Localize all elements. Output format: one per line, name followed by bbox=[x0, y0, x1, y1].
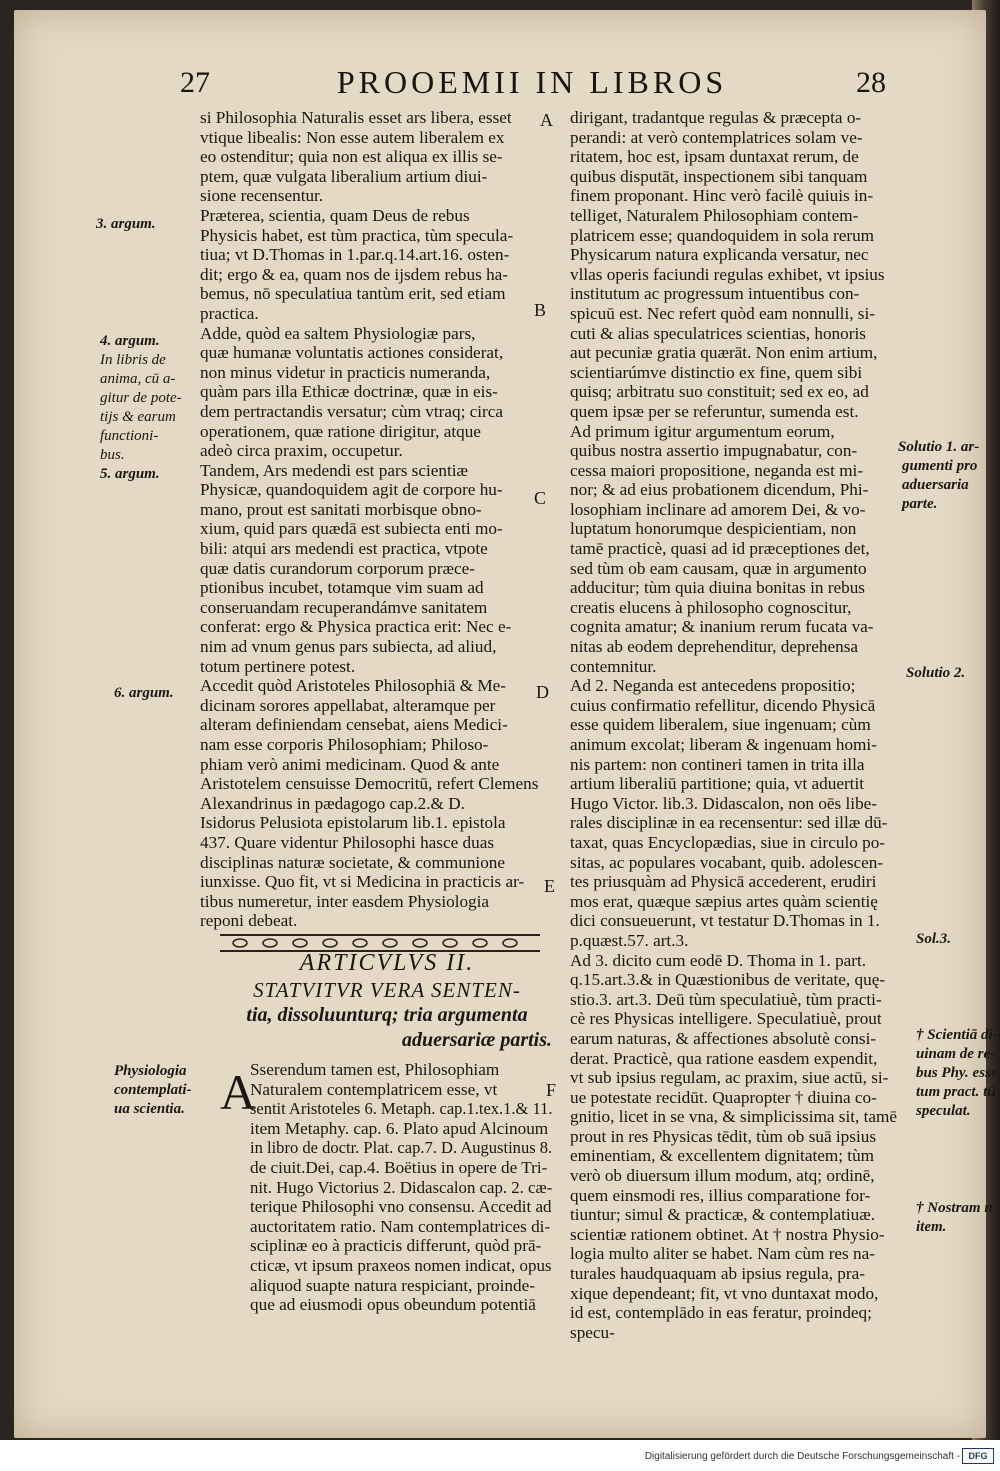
text-line: specu- bbox=[570, 1322, 615, 1342]
margin-note-physiologia-1: Physiologia bbox=[114, 1063, 187, 1079]
text-line: sitas, ac populares vocabant, quib. adolescen- bbox=[570, 852, 884, 872]
text-line: adeò circa praxim, occupetur. bbox=[200, 441, 403, 461]
left-column-top bbox=[200, 108, 552, 931]
margin-note-scientiam-2: uinam de re- bbox=[916, 1046, 996, 1062]
text-line: conferat: ergo & Physica practica erit: Nec e- bbox=[200, 617, 512, 637]
text-line: Naturalem contemplatricem esse, vt bbox=[250, 1079, 498, 1099]
margin-note-physiologia-2: contemplati- bbox=[114, 1082, 192, 1098]
text-line: practica. bbox=[200, 303, 259, 323]
text-line: finem proponant. Hinc verò facilè quiuis in- bbox=[570, 186, 874, 206]
text-line: tes priusquàm ad Physicā accederent, erudiri bbox=[570, 872, 877, 892]
text-line: spicuū est. Nec refert quòd eam nonnulli, si- bbox=[570, 303, 875, 323]
text-line: nor; & ad eius probationem dicendum, Phi- bbox=[570, 480, 869, 500]
text-line: que ad eiusmodi opus obeundum potentiā bbox=[250, 1295, 536, 1315]
text-line: aut pecuniæ gratia quærāt. Non enim artium, bbox=[570, 343, 878, 363]
text-line: dem pertractandis versatur; cùm vtraq; circa bbox=[200, 401, 504, 421]
margin-note-nostram-2: item. bbox=[916, 1219, 947, 1235]
text-line: dicinam sorores appellabat, alteramque per bbox=[200, 695, 496, 715]
article-title: ARTICVLVS II. bbox=[299, 950, 475, 976]
left-column-bottom bbox=[250, 1060, 552, 1315]
margin-note-3-argum: 3. argum. bbox=[96, 216, 156, 232]
text-line: Præterea, scientia, quam Deus de rebus bbox=[200, 205, 470, 225]
text-line: institutum ac progressum intuentibus con- bbox=[570, 284, 860, 304]
text-line: quisq; arbitratu suo constituit; sed ex eo, ad bbox=[570, 382, 869, 402]
page-number-right: 28 bbox=[856, 66, 886, 99]
margin-note-anima-5: functioni- bbox=[100, 428, 159, 444]
text-line: ritatem, hoc est, ipsam duntaxat rerum, de bbox=[570, 147, 859, 167]
article-subtitle-line-3: aduersariæ partis. bbox=[401, 1029, 552, 1051]
section-letter-c: C bbox=[534, 488, 547, 508]
text-line: scientiæ rationem obtinet. At † nostra Physio- bbox=[570, 1224, 885, 1244]
text-line: vt sub ipsius regulam, ac praxim, siue actū, si- bbox=[570, 1068, 889, 1088]
text-line: terique Philosophi vno consensu. Accedit ad bbox=[250, 1197, 552, 1217]
text-line: sione recensentur. bbox=[200, 186, 324, 206]
text-line: cticæ, vt ipsum praxeos nomen indicat, opus bbox=[250, 1255, 552, 1275]
text-line: ptem, quæ vulgata liberalium artium diui- bbox=[200, 166, 488, 186]
text-line: turales haudquaquam ab ipsius regula, pra- bbox=[570, 1264, 865, 1284]
text-line: conseruandam recuperandámve sanitatem bbox=[200, 597, 488, 617]
text-line: Ad 2. Neganda est antecedens propositio; bbox=[570, 676, 856, 696]
text-line: stio.3. art.3. Deū tùm speculatiuè, tùm practi- bbox=[570, 989, 882, 1009]
text-line: logia multo aliter se habet. Nam cùm res na- bbox=[570, 1244, 875, 1264]
text-line: iunxisse. Quo fit, vt si Medicina in practicis ar- bbox=[200, 872, 525, 892]
section-letter-e: E bbox=[544, 876, 555, 896]
margin-note-solutio-2: Solutio 2. bbox=[906, 665, 966, 681]
text-line: eo ostenditur; quia non est aliqua ex illis se- bbox=[200, 147, 503, 167]
section-letter-a: A bbox=[540, 110, 553, 130]
text-line: totum pertinere potest. bbox=[200, 656, 356, 676]
margin-note-solutio-1-d: parte. bbox=[902, 496, 938, 512]
text-line: Physicæ, quandoquidem agit de corpore hu- bbox=[200, 480, 503, 500]
margin-note-5-argum: 5. argum. bbox=[100, 466, 160, 482]
text-line: bemus, nō speculatiua tantùm erit, sed etiam bbox=[200, 284, 506, 304]
section-letter-b: B bbox=[534, 300, 547, 320]
text-line: Sserendum tamen est, Philosophiam bbox=[250, 1060, 500, 1079]
text-line: telliget, Naturalem Philosophiam contem- bbox=[570, 205, 859, 225]
text-line: non minus videtur in practicis numeranda, bbox=[200, 362, 491, 382]
margin-note-anima-6: bus. bbox=[100, 447, 125, 463]
text-line: operationem, quæ ratione dirigitur, atque bbox=[200, 421, 481, 441]
text-line: tiuntur; simul & practicæ, & contemplatiuæ. bbox=[570, 1205, 876, 1225]
text-line: scientiarúmve distinctio ex fine, quem sibi bbox=[570, 362, 863, 382]
drop-cap: A bbox=[220, 1064, 257, 1120]
text-line: reponi debeat. bbox=[200, 911, 298, 931]
text-line: quibus disputāt, inspectionem sibi tanquam bbox=[570, 166, 868, 186]
page-number-left: 27 bbox=[180, 66, 210, 99]
article-subtitle-line-1: STATVITVR VERA SENTEN- bbox=[253, 978, 521, 1002]
text-line: esse quidem liberalem, siue ingenuam; cùm bbox=[570, 715, 871, 735]
text-line: quem einsmodi res, illius comparatione for- bbox=[570, 1185, 871, 1205]
article-subtitle-line-2: tia, dissoluunturq; tria argumenta bbox=[246, 1004, 528, 1026]
text-line: contemnitur. bbox=[570, 656, 657, 676]
text-line: luptatum honorumque despicientiam, non bbox=[570, 519, 857, 539]
right-column bbox=[570, 108, 920, 1342]
text-line: xique dependeant; fit, vt vno duntaxat modo, bbox=[570, 1283, 879, 1303]
text-line: alteram definiendam censebat, aiens Medici- bbox=[200, 715, 508, 735]
text-line: sentit Aristoteles 6. Metaph. cap.1.tex.1.& 11. bbox=[250, 1099, 553, 1119]
text-line: gnitio, licet in se vna, & simplicissima sit, tamē bbox=[570, 1107, 897, 1127]
text-line: sciplinæ eo à practicis differunt, quòd prā- bbox=[250, 1236, 542, 1256]
text-line: nam esse corporis Philosophiam; Philoso- bbox=[200, 735, 489, 754]
text-line: item Metaphy. cap. 6. Plato apud Alcinoum bbox=[250, 1118, 549, 1138]
text-line: nis partem: non contineri tamen in trita illa bbox=[570, 754, 865, 774]
text-line: xium, quid pars quædā est subiecta enti mo- bbox=[200, 519, 503, 539]
text-line: perandi: at verò contemplatrices solam ve- bbox=[570, 127, 863, 147]
text-line: in libro de doctr. Plat. cap.7. D. Augustinus 8. bbox=[250, 1138, 553, 1158]
footer-bar bbox=[0, 1440, 1000, 1471]
margin-note-sol-3: Sol.3. bbox=[916, 931, 952, 947]
text-line: platricem esse; quandoquidem in sola rerum bbox=[570, 225, 875, 245]
margin-note-solutio-1-a: Solutio 1. ar- bbox=[898, 439, 980, 455]
margin-note-anima-4: tijs & earum bbox=[100, 409, 176, 425]
section-letter-d: D bbox=[536, 682, 549, 702]
text-line: Accedit quòd Aristoteles Philosophiā & Me- bbox=[200, 676, 506, 696]
text-line: bili: atqui ars medendi est practica, vtpote bbox=[200, 539, 488, 559]
text-line: prout in res Physicas tēdit, tùm ob suā ipsius bbox=[570, 1126, 877, 1146]
text-line: Physicis habet, est tùm practica, tùm specula- bbox=[200, 225, 514, 245]
text-line: dici consueuerunt, vt testatur D.Thomas in 1. bbox=[570, 911, 880, 931]
text-line: id est, contemplādo in eas feratur, proindeq; bbox=[570, 1303, 872, 1323]
text-line: tamē practicè, quasi ad id præceptiones det, bbox=[570, 539, 870, 559]
text-line: dirigant, tradantque regulas & præcepta o- bbox=[570, 108, 862, 127]
margin-note-4-argum: 4. argum. bbox=[100, 333, 160, 349]
text-line: nitas ab eodem deprehenditur, deprehensa bbox=[570, 637, 859, 657]
text-line: Adde, quòd ea saltem Physiologiæ pars, bbox=[200, 323, 476, 343]
margin-note-scientiam-4: tum pract. tū bbox=[916, 1084, 996, 1100]
text-line: Ad primum igitur argumentum eorum, bbox=[570, 421, 835, 441]
text-line: Alexandrinus in pædagogo cap.2.& D. bbox=[200, 793, 465, 813]
text-line: sed tùm ob eam causam, quæ in argumento bbox=[570, 558, 867, 578]
text-line: adducitur; tùm quia diuina bonitas in rebus bbox=[570, 578, 865, 598]
margin-note-solutio-1-c: aduersaria bbox=[902, 477, 969, 493]
text-line: artium liberaliū partitione; quia, vt aduertit bbox=[570, 774, 865, 794]
text-line: cognita amatur; & inanium rerum fucata va- bbox=[570, 617, 874, 637]
margin-note-anima-1: In libris de bbox=[100, 352, 166, 368]
text-line: ptionibus incubet, totamque vim suam ad bbox=[200, 578, 484, 598]
text-line: quibus nostra assertio impugnabatur, con- bbox=[570, 441, 858, 461]
text-line: mano, prout est sanitati morbisque obno- bbox=[200, 499, 482, 519]
text-line: cuti & alias speculatrices scientias, honoris bbox=[570, 323, 866, 343]
text-line: quæ humanæ voluntatis actiones considerat, bbox=[200, 343, 504, 363]
text-line: derat. Practicè, qua ratione easdem expendit, bbox=[570, 1048, 878, 1068]
text-line: cessa maiori propositione, neganda est mi- bbox=[570, 460, 864, 480]
dfg-logo: DFG bbox=[962, 1448, 994, 1464]
text-line: Ad 3. dicito cum eodē D. Thoma in 1. part. bbox=[570, 950, 867, 970]
text-line: nit. Hugo Victorius 2. Didascalon cap. 2. cæ- bbox=[250, 1177, 553, 1197]
text-line: tibus numeretur, inter easdem Physiologia bbox=[200, 891, 490, 911]
text-line: q.15.art.3.& in Quæstionibus de veritate, quę- bbox=[570, 970, 886, 990]
text-line: p.quæst.57. art.3. bbox=[570, 930, 689, 950]
text-line: mos erat, quæque sæpius artes quàm scientię bbox=[570, 891, 878, 911]
text-line: verò ob diuersum illum modum, atq; ordinē, bbox=[570, 1166, 875, 1186]
margin-note-scientiam-5: speculat. bbox=[916, 1103, 971, 1119]
text-line: quàm pars illa Ethicæ doctrinæ, quæ in eis- bbox=[200, 382, 498, 402]
section-letter-f: F bbox=[546, 1080, 557, 1100]
margin-note-scientiam-1: † Scientiā di- bbox=[916, 1027, 998, 1043]
text-line: Aristotelem censuisse Democritū, refert Clemens bbox=[200, 774, 539, 794]
text-line: dit; ergo & ea, quam nos de ijsdem rebus ha- bbox=[200, 264, 509, 284]
text-line: losophiam inclinare ad amorem Dei, & vo- bbox=[570, 499, 866, 519]
text-line: aliquod suapte natura respiciant, proinde- bbox=[250, 1275, 535, 1295]
text-line: Hugo Victor. lib.3. Didascalon, non oēs libe- bbox=[570, 793, 878, 813]
text-line: taxat, quas Encyclopædias, siue in circulo po- bbox=[570, 832, 886, 852]
margin-note-physiologia-3: ua scientia. bbox=[114, 1101, 185, 1117]
text-line: vtique libealis: Non esse autem liberalem ex bbox=[200, 127, 505, 147]
footer-credit: Digitalisierung gefördert durch die Deutsche Forschungsgemeinschaft - bbox=[644, 1451, 960, 1462]
text-line: eminentiam, & excellentem dignitatem; tùm bbox=[570, 1146, 875, 1166]
text-line: ue potestate recidūt. Quapropter † diuina co- bbox=[570, 1087, 877, 1107]
text-line: quem ipsæ per se referuntur, sumenda est. bbox=[570, 401, 859, 421]
text-line: phiam verò animi medicinam. Quod & ante bbox=[200, 754, 500, 774]
text-line: earum naturas, & affectiones absolutè consi- bbox=[570, 1028, 877, 1048]
text-line: animum excolat; liberam & ingenuam homi- bbox=[570, 735, 877, 754]
text-line: Tandem, Ars medendi est pars scientiæ bbox=[200, 460, 469, 480]
text-line: quæ datis curandorum corporum præce- bbox=[200, 558, 475, 578]
text-line: 437. Quare videntur Philosophi hasce duas bbox=[200, 832, 495, 852]
text-line: creatis elucens à philosopho cognoscitur, bbox=[570, 597, 852, 617]
text-line: de ciuit.Dei, cap.4. Boëtius in opere de Tri- bbox=[250, 1157, 548, 1177]
text-line: Isidorus Pelusiota epistolarum lib.1. epistola bbox=[200, 813, 506, 833]
margin-note-nostram-1: † Nostram n bbox=[916, 1200, 993, 1216]
margin-note-solutio-1-b: gumenti pro bbox=[902, 458, 978, 474]
text-line: rales disciplinæ in ea recensentur: sed illæ dū- bbox=[570, 813, 888, 833]
text-line: Physicarum natura explicanda versatur, nec bbox=[570, 245, 869, 265]
text-line: si Philosophia Naturalis esset ars libera, esset bbox=[200, 108, 512, 127]
margin-note-6-argum: 6. argum. bbox=[114, 685, 174, 701]
text-line: disciplinas naturæ societate, & communione bbox=[200, 852, 506, 872]
text-line: tiua; vt D.Thomas in 1.par.q.14.art.16. osten- bbox=[200, 245, 510, 265]
book-page bbox=[14, 10, 998, 1438]
running-title: PROOEMII IN LIBROS bbox=[336, 64, 728, 100]
text-line: cuius confirmatio refellitur, dicendo Physicā bbox=[570, 695, 876, 715]
text-line: vllas operis faciundi regulas exhibet, vt ipsius bbox=[570, 264, 885, 284]
text-line: auctoritatem ratio. Nam contemplatrices di- bbox=[250, 1216, 551, 1236]
text-line: nim ad vnum genus pars subiecta, ad aliud, bbox=[200, 637, 497, 657]
margin-note-anima-3: gitur de pote- bbox=[100, 390, 182, 406]
margin-note-anima-2: anima, cū a- bbox=[100, 371, 176, 387]
text-line: cè res Physicas intelligere. Speculatiuè, prout bbox=[570, 1009, 882, 1029]
margin-note-scientiam-3: bus Phy. esse bbox=[916, 1065, 998, 1081]
